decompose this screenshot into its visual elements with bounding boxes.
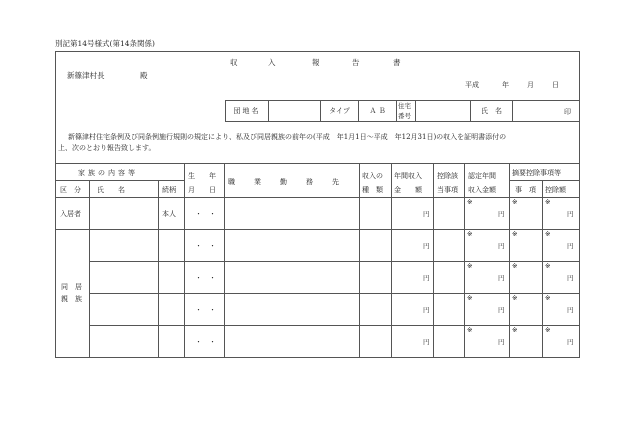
danchi-label: 団地名 [233, 107, 261, 115]
seal: 印 [564, 108, 571, 116]
house-label-2: 番号 [398, 112, 411, 120]
header-birth-bottom: 月 日 [188, 186, 216, 194]
row-deduct-mark: ※ [545, 198, 551, 206]
frame-left [55, 51, 56, 358]
row-certified-yen: 円 [498, 338, 505, 346]
row-deduct-yen: 円 [567, 210, 574, 218]
row-item-mark: ※ [512, 294, 518, 302]
danchi-field[interactable] [269, 101, 320, 121]
row-annual-yen: 円 [423, 338, 430, 346]
header-income-type-2: 種 類 [362, 186, 383, 194]
row-item-mark: ※ [512, 326, 518, 334]
row-deduct-yen: 円 [567, 306, 574, 314]
row-annual-yen: 円 [423, 242, 430, 250]
row-deduct-yen: 円 [567, 242, 574, 250]
row-certified-yen: 円 [498, 274, 505, 282]
row-annual-yen: 円 [423, 274, 430, 282]
title-char: 告 [352, 58, 360, 67]
row-deduct-mark: ※ [545, 262, 551, 270]
header-name: 氏 名 [97, 186, 125, 194]
type-label: タイプ [329, 107, 350, 115]
row-certified-mark: ※ [467, 294, 473, 302]
header-certified-1: 認定年間 [468, 172, 496, 180]
form-code: 別記第14号様式(第14条関係) [55, 39, 155, 48]
header-category: 区 分 [60, 186, 81, 194]
date-year: 年 [502, 81, 509, 89]
row-deduct-mark: ※ [545, 326, 551, 334]
header-certified-2: 収入金額 [468, 186, 496, 194]
row-certified-mark: ※ [467, 262, 473, 270]
date-day: 日 [552, 81, 559, 89]
row-certified-mark: ※ [467, 230, 473, 238]
row-birth: ・ ・ [195, 210, 216, 218]
row-annual-yen: 円 [423, 306, 430, 314]
statement-line1: 新篠津村住宅条例及び同条例施行規則の規定により、私及び同居親族の前年の(平成 年1月1日〜平成 年12月31日)の収入を証明書添付の [68, 133, 507, 141]
table-bottom [55, 357, 580, 358]
header-workplace: 職 業 勤 務 先 [228, 178, 345, 186]
row-birth: ・ ・ [195, 274, 216, 282]
table-top [55, 163, 580, 164]
date-month: 月 [527, 81, 534, 89]
honorific: 殿 [140, 71, 148, 80]
header-annual-1: 年間収入 [394, 172, 422, 180]
row-deduct-yen: 円 [567, 274, 574, 282]
row-relation: 本人 [162, 210, 176, 218]
frame-top [55, 51, 580, 52]
header-income-type-1: 収入の [362, 172, 383, 180]
cohabit-label-1: 同 居 [61, 283, 82, 291]
header-birth-top: 生 年 [188, 172, 216, 180]
row-certified-mark: ※ [467, 326, 473, 334]
row-certified-yen: 円 [498, 242, 505, 250]
info-bottom [225, 121, 580, 122]
row-category: 入居者 [60, 210, 81, 218]
house-number-field[interactable] [416, 101, 470, 121]
row-birth: ・ ・ [195, 306, 216, 314]
header-deduct-1: 控除該 [437, 172, 458, 180]
house-label-1: 住宅 [398, 102, 411, 110]
title-char: 入 [268, 58, 276, 67]
row-annual-yen: 円 [423, 210, 430, 218]
header-family: 家族の内容等 [78, 169, 138, 177]
date-era: 平成 [465, 81, 479, 89]
row-birth: ・ ・ [195, 338, 216, 346]
cohabit-label-2: 親 族 [61, 295, 82, 303]
name-label: 氏 名 [481, 107, 502, 115]
row-certified-mark: ※ [467, 198, 473, 206]
header-item: 事 項 [515, 186, 536, 194]
addressee: 新篠津村長 [67, 71, 105, 80]
row-item-mark: ※ [512, 198, 518, 206]
row-deduct-mark: ※ [545, 230, 551, 238]
header-annual-2: 金 額 [394, 186, 422, 194]
row-item-mark: ※ [512, 262, 518, 270]
statement-line2: 上、次のとおり報告致します。 [58, 144, 156, 152]
row-certified-yen: 円 [498, 306, 505, 314]
title-char: 収 [230, 58, 238, 67]
row-deduct-mark: ※ [545, 294, 551, 302]
title-char: 書 [393, 58, 401, 67]
header-summary: 摘要控除事項等 [512, 169, 561, 177]
header-deduct-2: 当事項 [437, 186, 458, 194]
row-deduct-yen: 円 [567, 338, 574, 346]
title-char: 報 [312, 58, 320, 67]
row-item-mark: ※ [512, 230, 518, 238]
row-certified-yen: 円 [498, 210, 505, 218]
header-deduct-amount: 控除額 [545, 186, 566, 194]
header-relation: 続柄 [162, 186, 176, 194]
frame-right [579, 51, 580, 358]
type-value[interactable]: Ａ Ｂ [369, 107, 386, 115]
row-birth: ・ ・ [195, 242, 216, 250]
